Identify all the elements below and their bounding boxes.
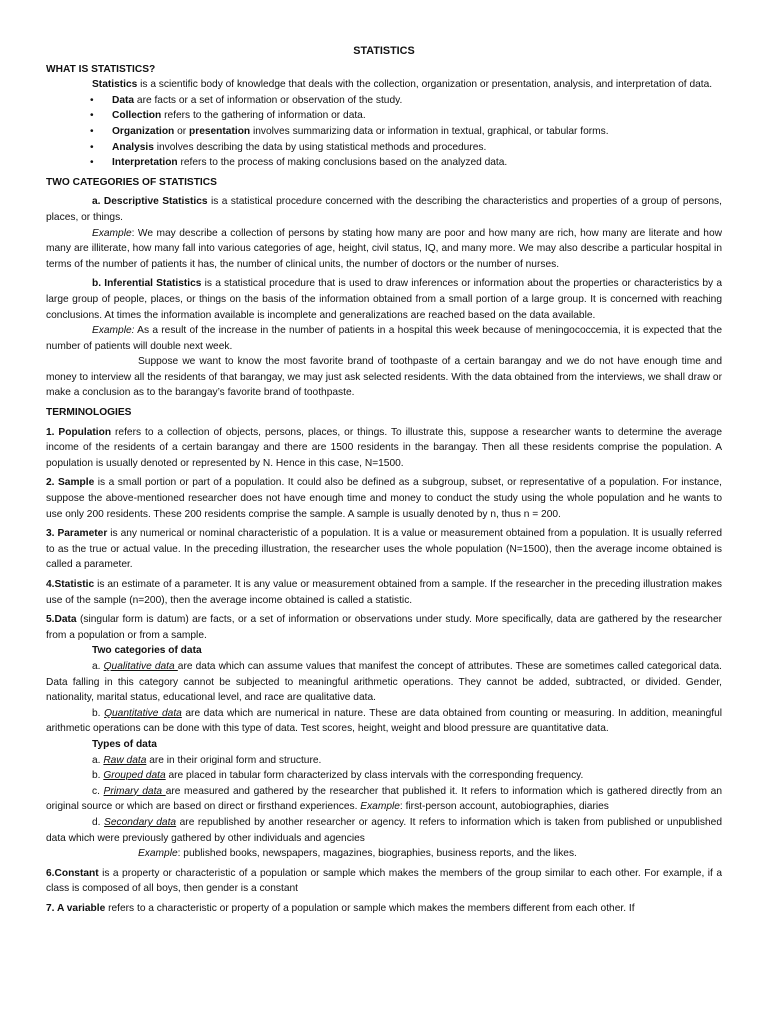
raw-data-paragraph: a. Raw data are in their original form and structure.: [92, 754, 322, 766]
toothpaste-example-paragraph: Suppose we want to know the most favorite brand of toothpaste of a certain barangay and we do not have enough time and money to interview all the residents of that barangay, we may just ask selected residents. With the data obtained from the interviews, we shall draw or make a conclusion as to the barangay’s favorite brand of toothpaste.: [46, 356, 722, 399]
statistics-definition: Statistics is a scientific body of knowledge that deals with the collection, organization or presentation, analysis, and interpretation of data.: [92, 79, 713, 91]
inferential-statistics-paragraph: b. Inferential Statistics is a statistical procedure that is used to draw inferences or information about the properties or characteristics by a large group of people, places, or things on the basis of the information obtained from a small portion of a large group. It is concerned with reaching conclusions. At times the information available is incomplete and generalizations are reached based on the data available.: [46, 278, 722, 321]
list-item: • Data are facts or a set of information or observation of the study.: [90, 93, 722, 109]
definition-bullet-list: [46, 93, 722, 171]
term-data: 5.Data (singular form is datum) are facts, or a set of information or observations under study. More specifically, data are gathered by the researcher from a population or from a sample.: [46, 614, 722, 641]
section-heading-terminologies: TERMINOLOGIES: [46, 407, 132, 419]
list-item: • Interpretation refers to the process of making conclusions based on the analyzed data.: [90, 155, 722, 171]
term-constant: 6.Constant is a property or characteristic of a population or sample which makes the members of the group similar to each other. For example, if a class is composed of all boys, then gender is a constant: [46, 867, 722, 895]
term-variable: 7. A variable refers to a characteristic or property of a population or sample which makes the members different from each other. If: [46, 902, 635, 914]
term-sample: 2. Sample is a small portion or part of a population. It could also be defined as a subgroup, subset, or representative of a population. For instance, suppose the above-mentioned researcher does not have enough time and money to conduct the study using the whole population and he wants to use only 200 residents. These 200 residents comprise the sample. A sample is usually denoted by n, thus n = 200.: [46, 477, 722, 520]
inferential-example-paragraph: Example: As a result of the increase in the number of patients in a hospital this week because of meningococcemia, it is expected that the number of patients will double next week.: [46, 325, 722, 352]
document-title: STATISTICS: [353, 45, 415, 57]
secondary-data-paragraph: d. Secondary data are republished by another researcher or agency. It refers to information which is taken from published or unpublished data which were previously gathered by other individuals and agencies: [46, 816, 722, 844]
term-population: 1. Population refers to a collection of objects, persons, places, or things. To illustrate this, suppose a researcher wants to determine the average income of the residents of a certain barangay and there are 1500 residents in the barangay. Then all these residents comprise the population. A population is usually denoted or represented by N. Hence in this case, N=1500.: [46, 426, 722, 469]
primary-data-paragraph: c. Primary data are measured and gathered by the researcher that published it. It refers to information which is gathered directly from an original source or which are based on direct or firsthand experiences. Example: first-person account, autobiographies, diaries: [46, 785, 722, 813]
secondary-data-example: Example: published books, newspapers, magazines, biographies, business reports, and the likes.: [138, 848, 577, 860]
qualitative-data-paragraph: a. Qualitative data are data which can assume values that manifest the concept of attributes. These are sometimes called categorical data. Data falling in this category cannot be subjected to meaningful arithmetic operations. They cannot be added, subtracted, or divided. Gender, nationality, marital status, educational level, and race are qualitative data.: [46, 660, 722, 704]
list-item: • Organization or presentation involves summarizing data or information in textual, graphical, or tabular forms.: [90, 124, 722, 140]
section-heading-what-is: WHAT IS STATISTICS?: [46, 63, 156, 75]
list-item: • Collection refers to the gathering of information or data.: [90, 108, 722, 124]
subheading-two-categories-of-data: Two categories of data: [92, 645, 202, 657]
grouped-data-paragraph: b. Grouped data are placed in tabular form characterized by class intervals with the corresponding frequency.: [92, 770, 584, 782]
subheading-types-of-data: Types of data: [92, 738, 157, 750]
quantitative-data-paragraph: b. Quantitative data are data which are numerical in nature. These are data obtained from counting or measuring. In addition, meaningful arithmetic operations can be done with this type of data. Test scores, height, weight and blood pressure are quantitative data.: [46, 707, 723, 735]
section-heading-categories: TWO CATEGORIES OF STATISTICS: [46, 176, 217, 188]
list-item: • Analysis involves describing the data by using statistical methods and procedures.: [90, 140, 722, 156]
descriptive-statistics-paragraph: a. Descriptive Statistics is a statistical procedure concerned with the describing the characteristics and properties of a group of persons, places, or things.: [46, 196, 722, 223]
term-parameter: 3. Parameter is any numerical or nominal characteristic of a population. It is a value or measurement obtained from a population. It is usually referred to as the true or actual value. In the preceding illustration, the researcher uses the whole population (N=1500), then the average income obtained is called a parameter.: [46, 528, 723, 571]
descriptive-example-paragraph: Example: We may describe a collection of persons by stating how many are poor and how many are rich, how many are literate and how many are illiterate, how many fall into various categories of age, height, civil status, IQ, and many more. We may also describe a particular hospital in terms of the number of patients it has, the number of clinical units, the number of doctors or the number of nurses.: [46, 227, 722, 270]
term-statistic: 4.Statistic is an estimate of a parameter. It is any value or measurement obtained from a sample. If the researcher in the preceding illustration makes use of the sample (n=200), then the average income obtained is called a statistic.: [46, 579, 722, 606]
